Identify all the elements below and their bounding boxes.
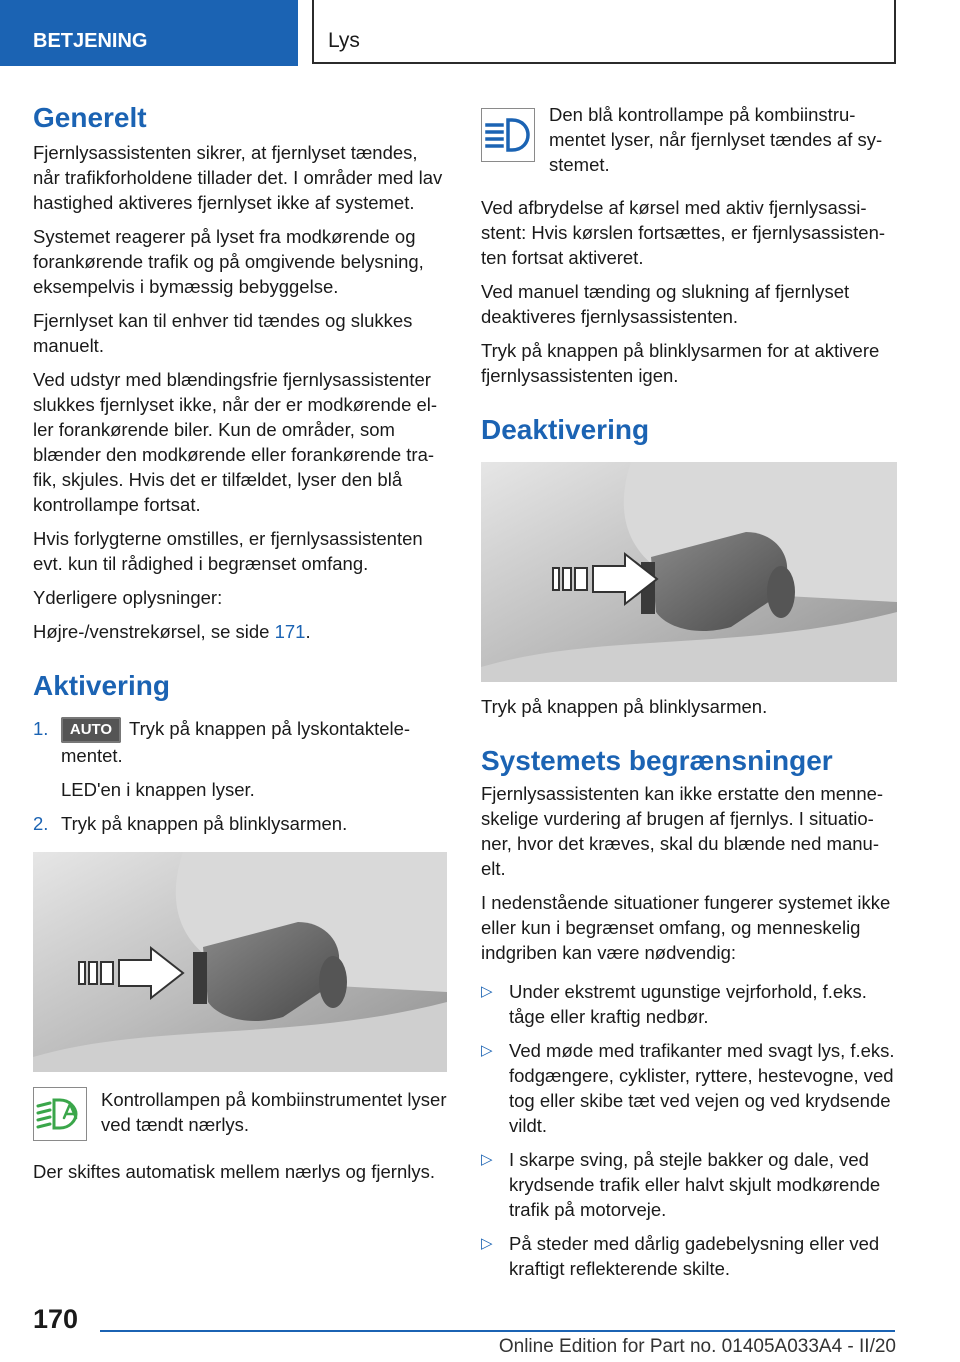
paragraph-manual: Ved manuel tænding og slukning af fjernlyset deaktiveres fjernlysassistenten. xyxy=(481,281,850,327)
bullet-triangle-icon: ▷ xyxy=(481,983,493,1000)
stalk-illustration-deactivate xyxy=(481,462,897,682)
topic-title: Lys xyxy=(312,0,896,64)
list-item xyxy=(481,1038,897,1138)
list-item xyxy=(481,1231,897,1281)
paragraph-general-3: Fjernlyset kan til enhver tid tændes og slukkes manuelt. xyxy=(33,310,413,356)
step-2 xyxy=(33,811,447,836)
limitations-list xyxy=(481,979,897,1281)
low-beam-note-text: Kontrollampen på kombiinstrumentet lyser ved tændt nærlys. xyxy=(101,1089,447,1136)
paragraph-switch: Der skiftes automatisk mellem nærlys og fjernlys. xyxy=(33,1161,435,1183)
high-beam-blue-lamp-icon xyxy=(481,108,535,162)
page-link-171[interactable]: 171 xyxy=(274,621,306,642)
paragraph-deactivate: Tryk på knappen på blinklysarmen. xyxy=(481,696,768,717)
high-beam-note-text: Den blå kontrollampe på kombiinstrumentet lyser, når fjernlyset tændes af systemet. xyxy=(549,104,883,175)
paragraph-general-6: Yderligere oplysninger: xyxy=(33,587,223,608)
bullet-triangle-icon: ▷ xyxy=(481,1151,493,1168)
heading-general: Generelt xyxy=(33,102,147,133)
step-1 xyxy=(33,716,447,768)
stalk-button-photo xyxy=(33,852,447,1072)
paragraph-reference xyxy=(33,619,447,644)
step-2-text: Tryk på knappen på blinklysarmen. xyxy=(61,813,348,835)
reference-end: . xyxy=(305,621,311,642)
stalk-illustration xyxy=(33,852,447,1072)
bullet-triangle-icon: ▷ xyxy=(481,1042,493,1059)
paragraph-reactivate: Tryk på knappen på blinklysarmen for at aktivere fjernlysassistenten igen. xyxy=(481,340,880,386)
paragraph-general-2: Systemet reagerer på lyset fra modkørende og forankørende trafik og på omgivende belysning, eksempelvis i bymæssig bebyggelse. xyxy=(33,226,424,297)
auto-headlight-button-icon: AUTO xyxy=(61,717,121,743)
reference-text: Højre-/venstrekørsel, se side xyxy=(33,621,275,642)
stalk-button-photo-deactivate xyxy=(481,462,897,682)
low-beam-note xyxy=(33,1087,447,1145)
paragraph-general-5: Hvis forlygterne omstilles, er fjernlysassistenten evt. kun til rådighed i begrænset omfang. xyxy=(33,528,423,574)
list-item xyxy=(481,1147,897,1222)
footer-divider xyxy=(100,1330,895,1332)
heading-limitations: Systemets begrænsninger xyxy=(481,745,833,776)
bullet-triangle-icon: ▷ xyxy=(481,1235,493,1252)
list-item xyxy=(481,979,897,1029)
step-1-result xyxy=(33,777,447,802)
paragraph-interrupt: Ved afbrydelse af kørsel med aktiv fjernlysassistent: Hvis kørslen fortsættes, er fjernlysassistenten fortsat aktiveret. xyxy=(481,197,886,268)
list-item-text: Ved møde med trafikanter med svagt lys, f.eks. fodgængere, cyklister, ryttere, hestevogne, ved tog eller skibe tæt ved vejen og ved krydsende vildt. xyxy=(509,1040,895,1136)
step-1-result-text: LED'en i knappen lyser. xyxy=(61,779,255,801)
heading-activation: Aktivering xyxy=(33,670,170,701)
heading-deactivation: Deaktivering xyxy=(481,414,650,445)
right-column xyxy=(481,102,897,1290)
list-item-text: I skarpe sving, på stejle bakker og dale, ved krydsende trafik eller halvt skjult modkørende trafik på motorveje. xyxy=(509,1149,881,1220)
paragraph-general-4: Ved udstyr med blændingsfrie fjernlysassistenter slukkes fjernlyset ikke, når der er modkørende eller forankørende biler. Kun de områder, som blænder den modkørende eller forankørende trafik, skjules. Hvis det er tilfældet, lyser den blå kontrollampe fortsat. xyxy=(33,369,438,515)
edition-note: Online Edition for Part no. 01405A033A4 - II/20 xyxy=(498,1336,896,1357)
step-number-2: 2. xyxy=(33,813,49,835)
page-number: 170 xyxy=(33,1304,79,1334)
list-item-text: På steder med dårlig gadebelysning eller ved kraftigt reflekterende skilte. xyxy=(509,1233,880,1279)
high-beam-note xyxy=(481,102,897,177)
high-beam-assistant-green-lamp-icon xyxy=(33,1087,87,1141)
paragraph-limits-1: Fjernlysassistenten kan ikke erstatte den menneskelige vurdering af brugen af fjernlys. I situationer, hvor det kræves, skal du blænde ned manuelt. xyxy=(481,783,884,879)
left-column xyxy=(33,96,447,1193)
list-item-text: Under ekstremt ugunstige vejrforhold, f.eks. tåge eller kraftig nedbør. xyxy=(509,981,867,1027)
page-header xyxy=(0,0,960,66)
step-number-1: 1. xyxy=(33,718,49,739)
step-1-text: Tryk på knappen på lyskontaktelementet. xyxy=(61,718,411,767)
paragraph-limits-2: I nedenstående situationer fungerer systemet ikke eller kun i begrænset omfang, og menneskelig indgriben kan være nødvendig: xyxy=(481,892,891,963)
chapter-title: BETJENING xyxy=(0,0,298,66)
paragraph-general-1: Fjernlysassistenten sikrer, at fjernlyset tændes, når trafikforholdene tillader det. I områder med lav hastighed aktiveres fjernlyset ikke af systemet. xyxy=(33,142,443,213)
